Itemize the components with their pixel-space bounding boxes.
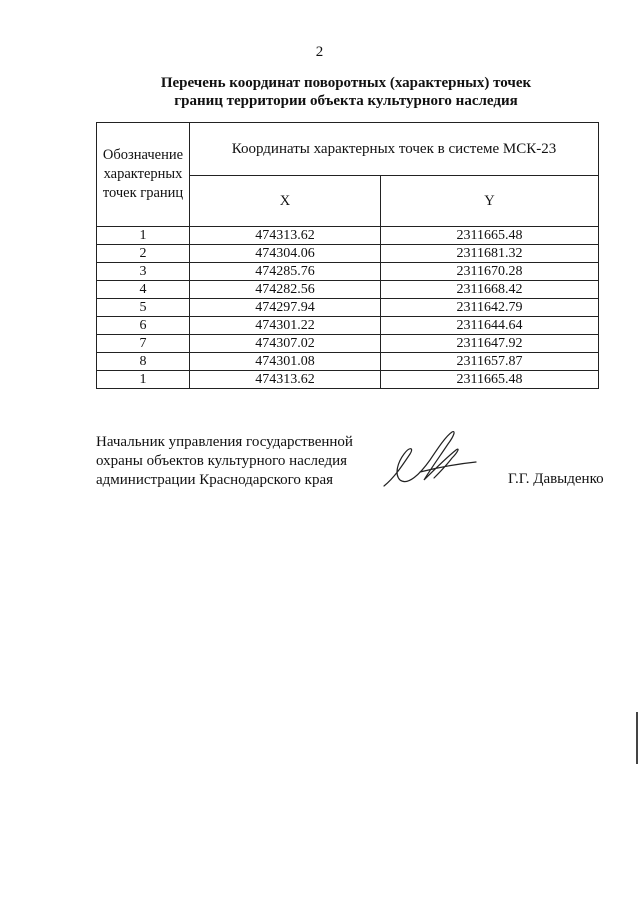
x-cell: 474313.62	[190, 371, 381, 389]
table-row	[97, 227, 599, 245]
table-row	[97, 335, 599, 353]
handwritten-signature	[380, 428, 480, 490]
table-row	[97, 317, 599, 335]
point-cell: 6	[97, 317, 190, 335]
x-cell: 474301.22	[190, 317, 381, 335]
signer-name: Г.Г. Давыденко	[508, 471, 604, 487]
x-cell: 474313.62	[190, 227, 381, 245]
x-cell: 474307.02	[190, 335, 381, 353]
x-cell: 474282.56	[190, 281, 381, 299]
point-cell: 8	[97, 353, 190, 371]
document-title	[96, 74, 596, 110]
table-body	[97, 227, 599, 389]
designation-header-line: характерных	[103, 166, 183, 182]
point-cell: 1	[97, 371, 190, 389]
signer-position-line: Начальник управления государственной	[96, 434, 353, 450]
point-cell: 2	[97, 245, 190, 263]
table-row	[97, 353, 599, 371]
x-cell: 474285.76	[190, 263, 381, 281]
y-column-header: Y	[381, 176, 599, 227]
coordinates-system-header: Координаты характерных точек в системе МСК-23	[190, 123, 599, 176]
title-line-1: Перечень координат поворотных (характерных) точек	[160, 75, 532, 91]
y-cell: 2311665.48	[381, 227, 599, 245]
table-row	[97, 371, 599, 389]
signer-position-line: администрации Краснодарского края	[96, 472, 334, 488]
designation-header-line: точек границ	[102, 185, 184, 201]
coordinates-table	[96, 122, 599, 389]
signer-position	[96, 433, 386, 490]
table-row	[97, 281, 599, 299]
point-cell: 7	[97, 335, 190, 353]
x-cell: 474297.94	[190, 299, 381, 317]
y-cell: 2311665.48	[381, 371, 599, 389]
y-cell: 2311644.64	[381, 317, 599, 335]
x-cell: 474304.06	[190, 245, 381, 263]
designation-header	[97, 123, 190, 227]
y-cell: 2311668.42	[381, 281, 599, 299]
point-cell: 4	[97, 281, 190, 299]
point-cell: 3	[97, 263, 190, 281]
y-cell: 2311647.92	[381, 335, 599, 353]
y-cell: 2311642.79	[381, 299, 599, 317]
table-row	[97, 263, 599, 281]
y-cell: 2311681.32	[381, 245, 599, 263]
scan-edge-mark	[636, 712, 638, 764]
x-column-header: X	[190, 176, 381, 227]
y-cell: 2311670.28	[381, 263, 599, 281]
signer-position-line: охраны объектов культурного наследия	[96, 453, 348, 469]
designation-header-line: Обозначение	[102, 147, 184, 163]
title-line-2: границ территории объекта культурного наследия	[174, 93, 518, 109]
page-number: 2	[315, 44, 324, 60]
table-row	[97, 245, 599, 263]
x-cell: 474301.08	[190, 353, 381, 371]
y-cell: 2311657.87	[381, 353, 599, 371]
point-cell: 1	[97, 227, 190, 245]
point-cell: 5	[97, 299, 190, 317]
table-row	[97, 299, 599, 317]
